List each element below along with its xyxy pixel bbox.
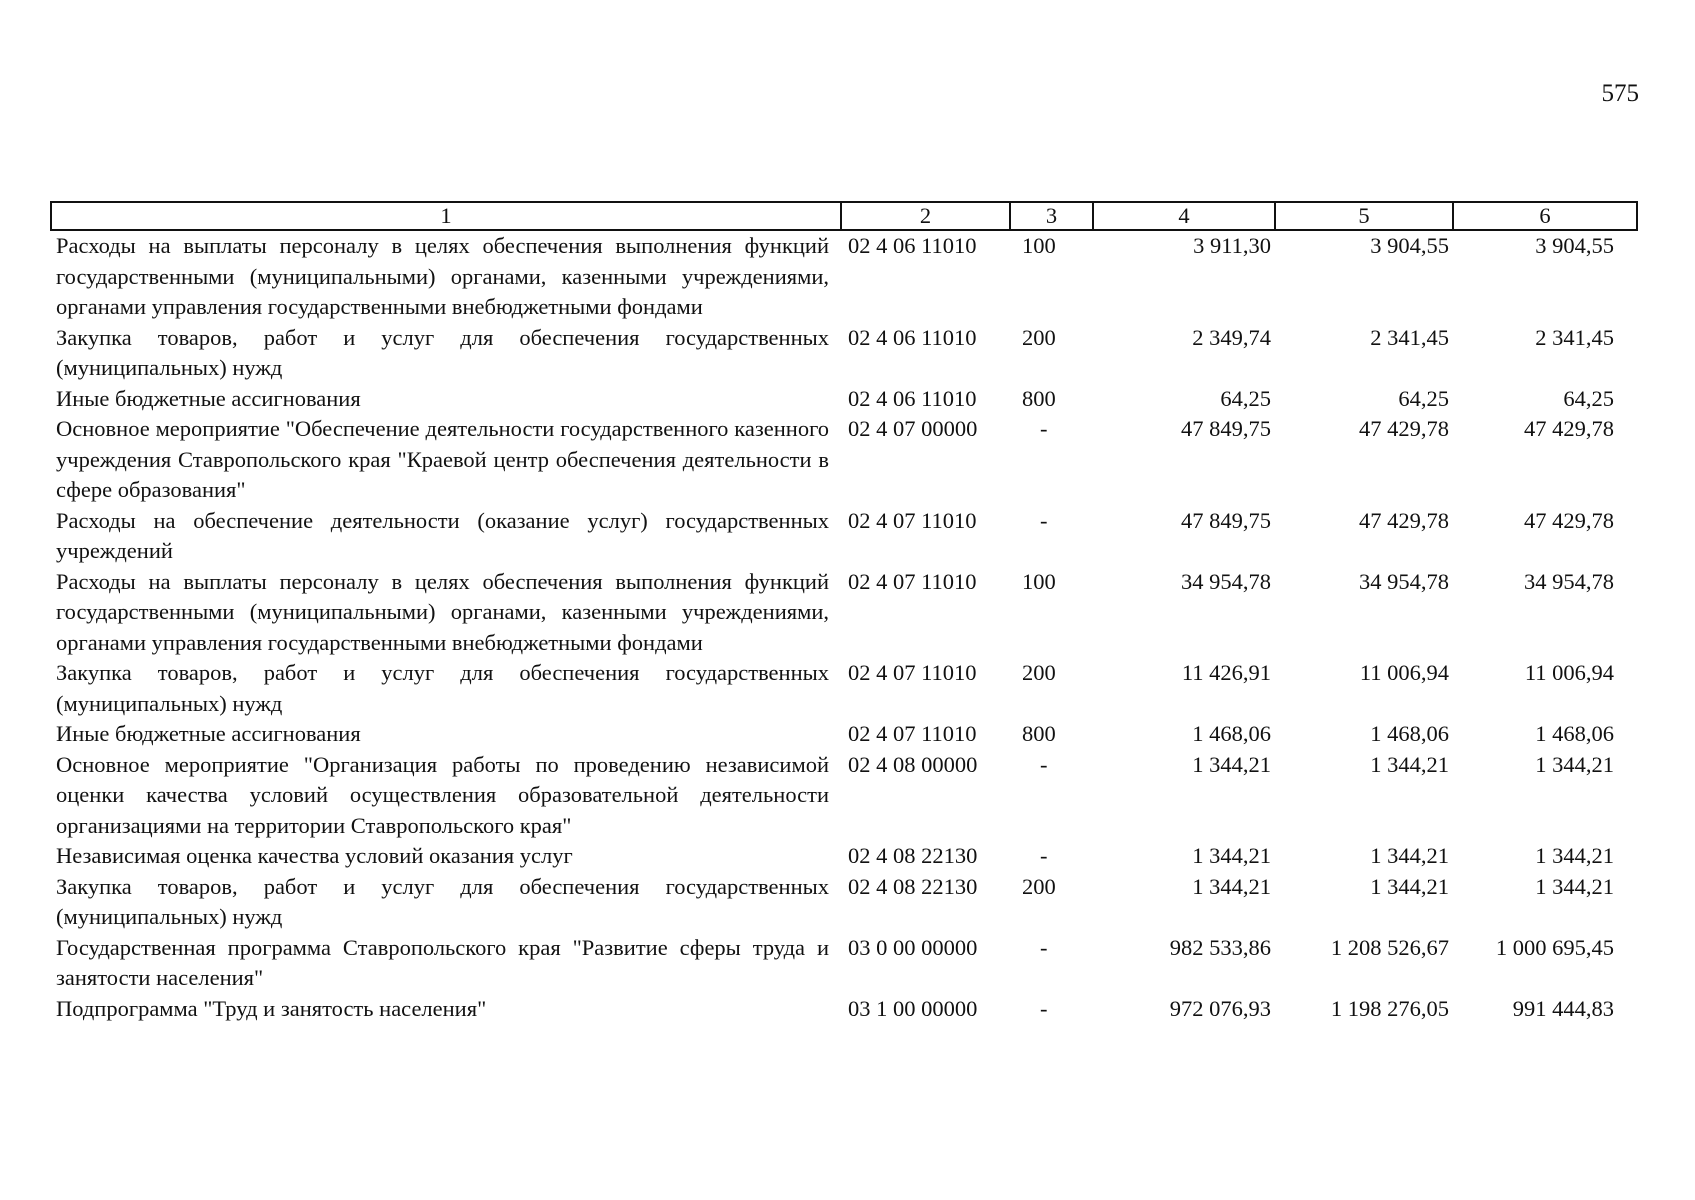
row-amount-col4-cell: 64,25 (1220, 385, 1271, 411)
row-amount-col6-cell: 991 444,83 (1512, 995, 1614, 1021)
row-code-cell: 02 4 06 11010 (848, 233, 977, 258)
row-name-cell: Основное мероприятие "Организация работы по проведению независимой оценки качества условий осуществления образовательной деятельности организациями на территории Ставропольского края" (56, 751, 829, 838)
row-code-cell: 02 4 07 11010 (848, 507, 977, 533)
row-amount-col6-cell: 1 468,06 (1535, 721, 1614, 746)
row-code-cell: 02 4 07 11010 (848, 568, 977, 594)
column-header-2: 2 (841, 202, 1010, 230)
table-row (51, 323, 1637, 384)
row-expense-type-cell: - (1040, 751, 1048, 777)
row-amount-col4-cell: 2 349,74 (1192, 324, 1271, 350)
table-row (51, 933, 1637, 994)
row-name-cell: Закупка товаров, работ и услуг для обеспечения государственных (муниципальных) нужд (56, 660, 829, 716)
row-amount-col5-cell: 3 904,55 (1370, 233, 1449, 258)
row-code-cell: 02 4 08 00000 (848, 751, 978, 777)
row-amount-col5-cell: 2 341,45 (1370, 324, 1449, 350)
table-row (51, 506, 1637, 567)
row-code-cell: 02 4 08 22130 (848, 873, 978, 899)
column-header-6: 6 (1453, 202, 1637, 230)
table-row (51, 567, 1637, 659)
row-amount-col6-cell: 1 344,21 (1535, 751, 1614, 777)
row-expense-type-cell: - (1040, 843, 1048, 868)
row-name-cell: Расходы на обеспечение деятельности (оказание услуг) государственных учреждений (56, 507, 829, 563)
row-code-cell: 02 4 06 11010 (848, 385, 977, 411)
table-row (51, 230, 1637, 323)
table-row (51, 994, 1637, 1025)
table-body (51, 230, 1637, 1024)
row-name-cell: Закупка товаров, работ и услуг для обеспечения государственных (муниципальных) нужд (56, 324, 829, 380)
row-expense-type-cell: 200 (1022, 873, 1056, 899)
row-amount-col4-cell: 1 344,21 (1192, 751, 1271, 777)
row-expense-type-cell: 200 (1022, 660, 1056, 685)
row-amount-col5-cell: 11 006,94 (1359, 660, 1449, 685)
row-amount-col4-cell: 47 849,75 (1181, 416, 1271, 441)
column-header-1: 1 (51, 202, 841, 230)
row-name-cell: Независимая оценка качества условий оказания услуг (56, 843, 573, 868)
row-amount-col6-cell: 1 344,21 (1535, 873, 1614, 899)
row-code-cell: 02 4 06 11010 (848, 324, 977, 350)
table-row (51, 841, 1637, 872)
row-code-cell: 02 4 07 11010 (848, 721, 977, 746)
row-expense-type-cell: - (1040, 507, 1048, 533)
column-header-4: 4 (1093, 202, 1275, 230)
row-amount-col6-cell: 3 904,55 (1535, 233, 1614, 258)
row-amount-col5-cell: 34 954,78 (1359, 568, 1449, 594)
row-code-cell: 02 4 07 11010 (848, 660, 977, 685)
row-code-cell: 03 0 00 00000 (848, 934, 978, 960)
row-amount-col6-cell: 1 000 695,45 (1495, 934, 1614, 960)
row-amount-col4-cell: 1 344,21 (1192, 873, 1271, 899)
row-amount-col5-cell: 1 344,21 (1370, 751, 1449, 777)
row-expense-type-cell: - (1040, 995, 1048, 1021)
table-row (51, 414, 1637, 506)
table-row (51, 750, 1637, 842)
row-amount-col5-cell: 1 468,06 (1370, 721, 1449, 746)
table-row (51, 719, 1637, 750)
row-amount-col5-cell: 64,25 (1398, 385, 1449, 411)
row-amount-col5-cell: 1 198 276,05 (1330, 995, 1449, 1021)
row-amount-col6-cell: 1 344,21 (1535, 843, 1614, 868)
row-amount-col4-cell: 1 344,21 (1192, 843, 1271, 868)
page-number: 575 (1601, 80, 1639, 107)
row-amount-col4-cell: 3 911,30 (1193, 233, 1271, 258)
row-code-cell: 02 4 08 22130 (848, 843, 978, 868)
row-expense-type-cell: 100 (1022, 568, 1056, 594)
row-expense-type-cell: 800 (1022, 721, 1056, 746)
row-amount-col4-cell: 34 954,78 (1181, 568, 1271, 594)
row-name-cell: Основное мероприятие "Обеспечение деятельности государственного казенного учреждения Ставропольского края "Краевой центр обеспечения деятельности в сфере образования" (56, 416, 829, 502)
row-amount-col5-cell: 1 344,21 (1370, 873, 1449, 899)
row-expense-type-cell: 800 (1022, 385, 1056, 411)
row-amount-col5-cell: 1 344,21 (1370, 843, 1449, 868)
column-number-header-row (51, 202, 1637, 230)
row-expense-type-cell: 100 (1022, 233, 1056, 258)
row-amount-col5-cell: 47 429,78 (1359, 507, 1449, 533)
row-name-cell: Государственная программа Ставропольского края "Развитие сферы труда и занятости населения" (56, 934, 829, 990)
row-name-cell: Расходы на выплаты персоналу в целях обеспечения выполнения функций государственными (муниципальными) органами, казенными учреждениями, органами управления государственными внебюджетными фондами (56, 568, 829, 655)
row-amount-col6-cell: 47 429,78 (1524, 507, 1614, 533)
row-amount-col4-cell: 982 533,86 (1169, 934, 1271, 960)
row-name-cell: Иные бюджетные ассигнования (56, 721, 361, 746)
row-amount-col6-cell: 47 429,78 (1524, 416, 1614, 441)
row-amount-col6-cell: 64,25 (1563, 385, 1614, 411)
row-amount-col6-cell: 34 954,78 (1524, 568, 1614, 594)
row-name-cell: Расходы на выплаты персоналу в целях обеспечения выполнения функций государственными (муниципальными) органами, казенными учреждениями, органами управления государственными внебюджетными фондами (56, 233, 829, 319)
column-header-5: 5 (1275, 202, 1453, 230)
row-amount-col5-cell: 1 208 526,67 (1330, 934, 1449, 960)
table-row (51, 658, 1637, 719)
row-amount-col6-cell: 11 006,94 (1524, 660, 1614, 685)
row-amount-col6-cell: 2 341,45 (1535, 324, 1614, 350)
table-row (51, 872, 1637, 933)
row-amount-col4-cell: 11 426,91 (1181, 660, 1271, 685)
row-expense-type-cell: - (1040, 416, 1048, 441)
row-code-cell: 03 1 00 00000 (848, 995, 978, 1021)
budget-table (50, 201, 1638, 1024)
row-name-cell: Закупка товаров, работ и услуг для обеспечения государственных (муниципальных) нужд (56, 873, 829, 929)
row-name-cell: Подпрограмма "Труд и занятость населения" (56, 995, 487, 1021)
row-name-cell: Иные бюджетные ассигнования (56, 385, 361, 411)
row-amount-col5-cell: 47 429,78 (1359, 416, 1449, 441)
column-header-3: 3 (1010, 202, 1093, 230)
row-expense-type-cell: 200 (1022, 324, 1056, 350)
row-expense-type-cell: - (1040, 934, 1048, 960)
row-amount-col4-cell: 47 849,75 (1181, 507, 1271, 533)
row-code-cell: 02 4 07 00000 (848, 416, 978, 441)
table-row (51, 384, 1637, 415)
row-amount-col4-cell: 1 468,06 (1192, 721, 1271, 746)
row-amount-col4-cell: 972 076,93 (1169, 995, 1271, 1021)
